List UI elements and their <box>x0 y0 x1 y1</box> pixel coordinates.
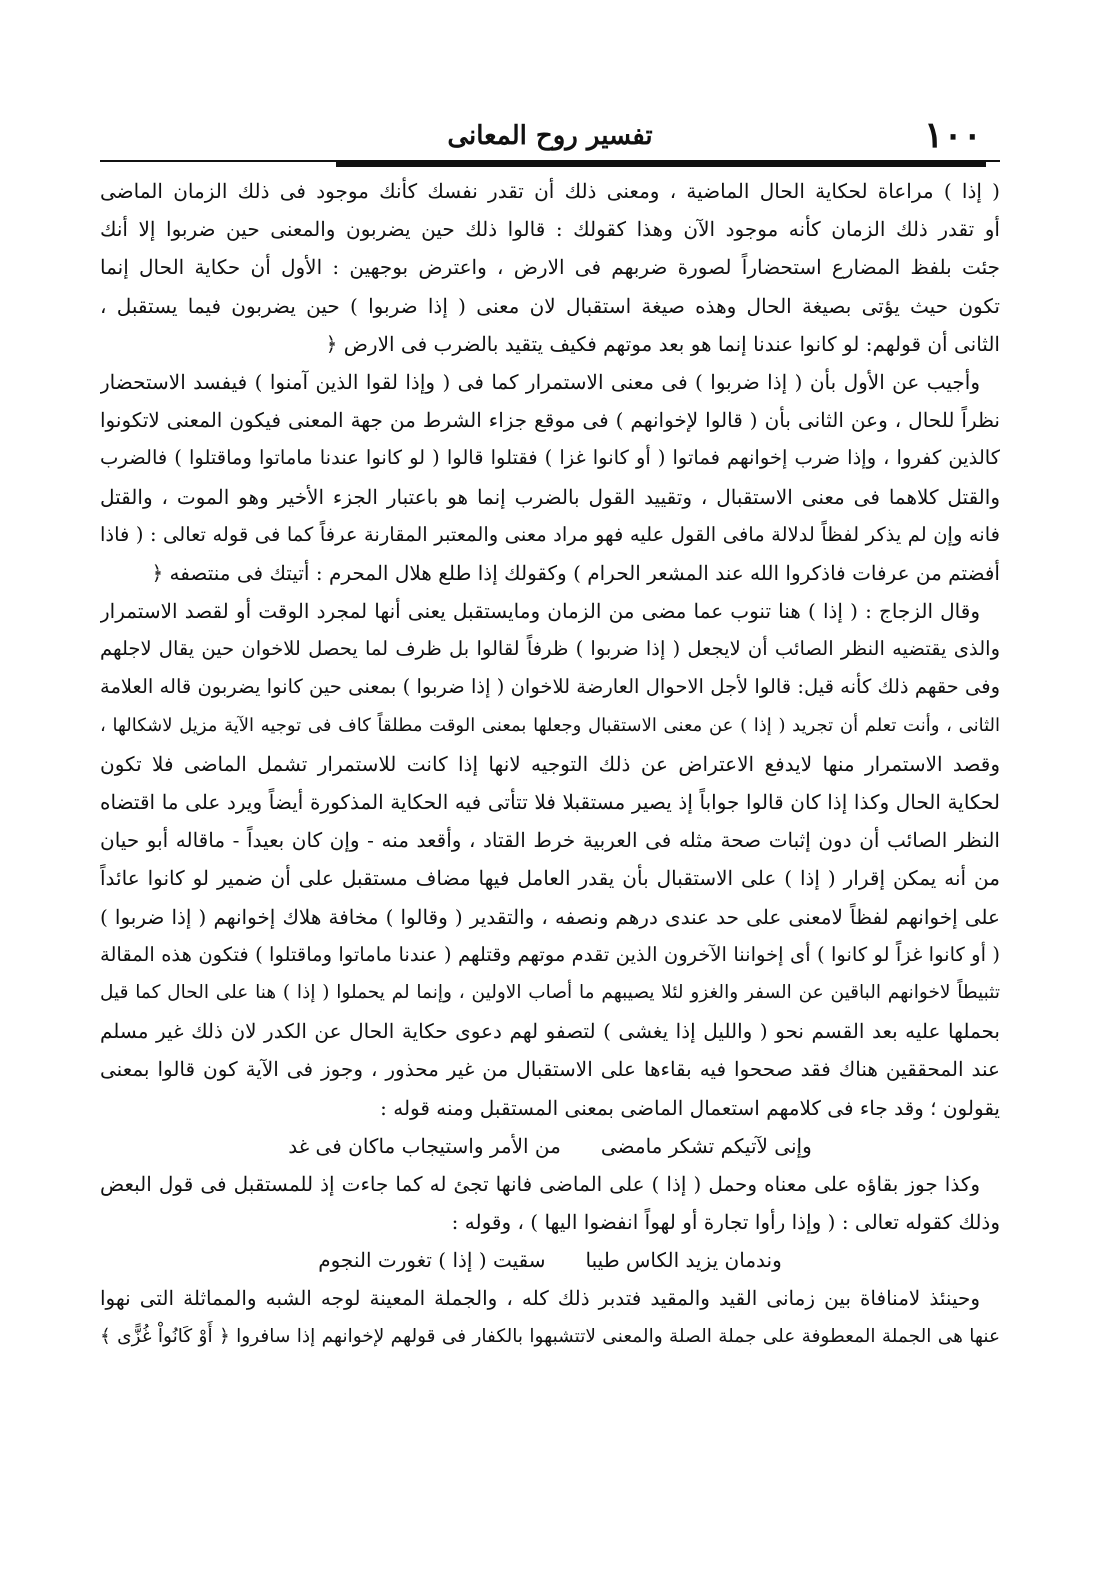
text-line: وأجيب عن الأول بأن ( إذا ضربوا ) فى معنى الاستمرار كما فى ( وإذا لقوا الذين آمنوا ) فيفسد الاستحضار <box>100 369 980 394</box>
text-line: وقال الزجاج : ( إذا ) هنا تنوب عما مضى من الزمان ومايستقبل يعنى أنها لمجرد الوقت أو لقصد الاستمرار <box>100 599 980 624</box>
verse-first-hemistich: وإنى لآتيكم تشكر مامضى <box>600 1133 812 1158</box>
verse-second-hemistich: سقيت ( إذا ) تغورت النجوم <box>318 1248 546 1273</box>
text-line: نظراً للحال ، وعن الثانى بأن ( قالوا لإخوانهم ) فى موقع جزاء الشرط من جهة المعنى فيكون المعنى لاتكونوا <box>100 408 1000 433</box>
text-line: تكون حيث يؤتى بصيغة الحال وهذه صيغة استقبال لان معنى ( إذا ضربوا ) حين يضربون فيما يستقبل ، <box>100 293 1000 318</box>
text-line: بحملها عليه بعد القسم نحو ( والليل إذا يغشى ) لتصفو لهم دعوى حكاية الحال عن الكدر لان ذلك غير مسلم <box>100 1019 1000 1044</box>
verse-second-hemistich: من الأمر واستيجاب ماكان فى غد <box>288 1133 561 1158</box>
text-line: وقصد الاستمرار منها لايدفع الاعتراض عن ذلك التوجيه لانها إذا كانت للاستمرار تشمل الماضى فلا تكون <box>100 751 1000 776</box>
text-line: وفى حقهم ذلك كأنه قيل: قالوا لأجل الاحوال العارضة للاخوان ( إذا ضربوا ) بمعنى حين كانوا يضربون قاله العلامة <box>100 675 1000 699</box>
text-line: ( أو كانوا غزاً لو كانوا ) أى إخواننا الآخرون الذين تقدم موتهم وقتلهم ( عندنا ماماتوا وماقتلوا ) فتكون هذه المقالة <box>100 942 1000 966</box>
text-line: على إخوانهم لفظاً لامعنى على حد عندى درهم ونصفه ، والتقدير ( وقالوا ) مخافة هلاك إخوانهم ( إذا ضربوا ) <box>100 904 1000 929</box>
book-page <box>100 112 1000 1552</box>
text-line: فانه وإن لم يذكر لفظاً لدلالة مافى القول عليه فهو مراد معنى والمعتبر المقارنة عرفاً كما فى قوله تعالى : ( فاذا <box>100 522 1000 546</box>
verse-first-hemistich: وندمان يزيد الكاس طيبا <box>585 1248 782 1273</box>
text-line: الثانى ، وأنت تعلم أن تجريد ( إذا ) عن معنى الاستقبال وجعلها بمعنى الوقت مطلقاً كاف فى توجيه الآية مزيل لاشكالها ، <box>100 714 1000 736</box>
text-line: عند المحققين هناك فقد صححوا فيه بقاءها على الاستقبال من غير محذور ، وجوز فى الآية كون قالوا بمعنى <box>100 1057 1000 1082</box>
running-title: تفسير روح المعانى <box>447 121 653 151</box>
text-line: من أنه يمكن إقرار ( إذا ) على الاستقبال بأن يقدر العامل فيها مضاف مستقبل على أن ضمير لو كانوا عائداً <box>100 866 1000 891</box>
page-number: ١٠٠ <box>923 114 982 156</box>
text-line: تثبيطاً لاخوانهم الباقين عن السفر والغزو لئلا يصيبهم ما أصاب الاولين ، وإنما لم يحملوا ( إذا ) هنا على الحال كما قيل <box>100 981 1000 1003</box>
text-line: ( إذا ) مراعاة لحكاية الحال الماضية ، ومعنى ذلك أن تقدر نفسك كأنك موجود فى ذلك الزمان الماضى <box>100 179 1000 203</box>
text-line: والقتل كلاهما فى معنى الاستقبال ، وتقييد القول بالضرب إنما هو باعتبار الجزء الأخير وهو الموت ، والقتل <box>100 484 1000 509</box>
text-line: جئت بلفظ المضارع استحضاراً لصورة ضربهم فى الارض ، واعترض بوجهين : الأول أن حكاية الحال إنما <box>100 255 1000 280</box>
text-line: أفضتم من عرفات فاذكروا الله عند المشعر الحرام ) وكقولك إذا طلع هلال المحرم : أتيتك فى منتصفه ﴿ <box>151 560 1000 585</box>
poetry-verse <box>100 1127 1000 1165</box>
text-line: وكذا جوز بقاؤه على معناه وحمل ( إذا ) على الماضى فانها تجئ له كما جاءت إذ للمستقبل فى قول البعض <box>100 1171 980 1196</box>
text-line: الثانى أن قولهم: لو كانوا عندنا إنما هو بعد موتهم فكيف يتقيد بالضرب فى الارض ﴿ <box>325 331 1000 356</box>
text-line: كالذين كفروا ، وإذا ضرب إخوانهم فماتوا ( أو كانوا غزا ) فقتلوا قالوا ( لو كانوا عندنا ماماتوا وماقتلوا ) فالضرب <box>100 446 1000 470</box>
header-rule-thick <box>336 162 986 167</box>
body-text <box>100 172 1000 1356</box>
text-line: النظر الصائب أن دون إثبات صحة مثله فى العربية خرط القتاد ، وأقعد منه - وإن كان بعيداً - ماقاله أبو حيان <box>100 828 1000 853</box>
page-header <box>100 112 1000 158</box>
text-line: والذى يقتضيه النظر الصائب أن لايجعل ( إذا ضربوا ) ظرفاً لقالوا بل ظرف لما يحصل للاخوان حين يقال لاجلهم <box>100 637 1000 661</box>
text-line: عنها هى الجملة المعطوفة على جملة الصلة والمعنى لاتتشبهوا بالكفار فى قولهم لإخوانهم إذا سافروا ﴿ أَوْ كَانُواْ غُزًّى ﴾ <box>100 1325 1000 1347</box>
text-line: أو تقدر ذلك الزمان كأنه موجود الآن وهذا كقولك : قالوا ذلك حين يضربون والمعنى حين ضربوا إلا أنك <box>100 217 1000 242</box>
poetry-verse <box>100 1241 1000 1279</box>
text-line: لحكاية الحال وكذا إذا كان قالوا جواباً إذ يصير مستقبلا فلا تتأتى فيه الحكاية المذكورة أيضاً ويرد على ما اقتضاه <box>100 790 1000 814</box>
text-line: وحينئذ لامنافاة بين زمانى القيد والمقيد فتدبر ذلك كله ، والجملة المعينة لوجه الشبه والمماثلة التى نهوا <box>100 1286 980 1311</box>
text-line: يقولون ؛ وقد جاء فى كلامهم استعمال الماضى بمعنى المستقبل ومنه قوله : <box>380 1095 1000 1120</box>
text-line: وذلك كقوله تعالى : ( وإذا رأوا تجارة أو لهواً انفضوا اليها ) ، وقوله : <box>451 1210 1000 1235</box>
